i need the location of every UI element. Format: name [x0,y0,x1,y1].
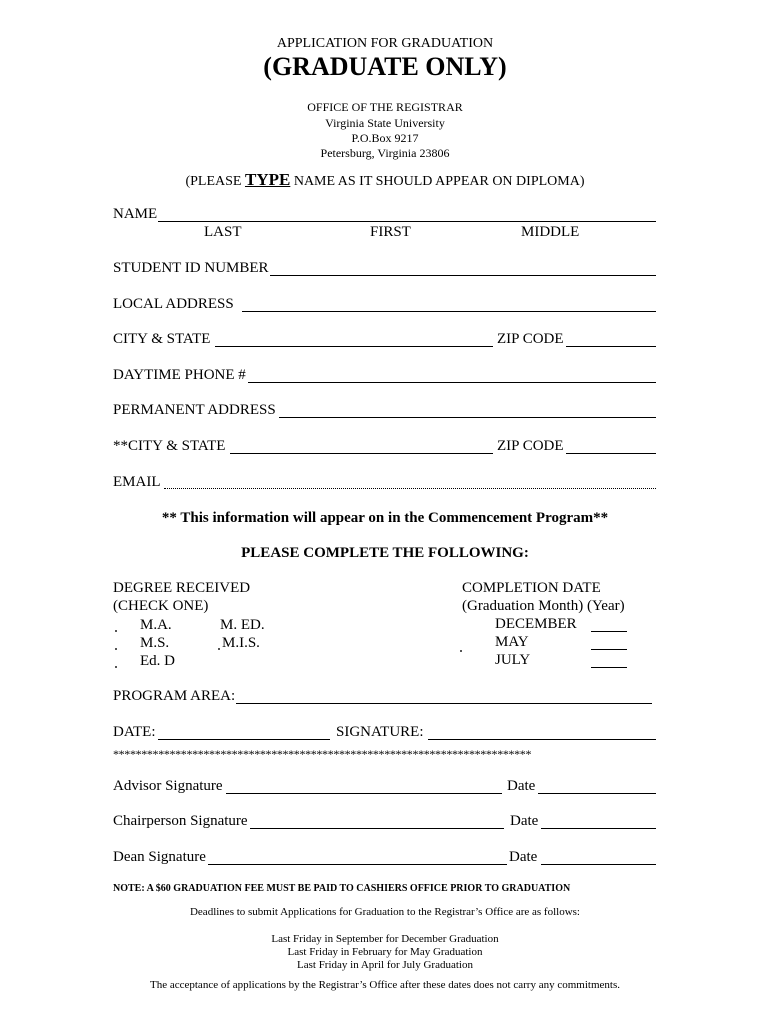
option-ma: M.A. [140,617,172,633]
signature-input[interactable] [428,739,656,740]
signature-label: SIGNATURE: [336,724,424,740]
option-edd: Ed. D [140,653,175,669]
month-december: DECEMBER [495,616,577,632]
chairperson-date-input[interactable] [541,828,656,829]
fee-note: NOTE: A $60 GRADUATION FEE MUST BE PAID TO CASHIERS OFFICE PRIOR TO GRADUATION [113,883,571,894]
city-state-label: CITY & STATE [113,331,211,347]
po-box: P.O.Box 9217 [351,131,419,145]
chairperson-signature-input[interactable] [250,828,504,829]
option-mis: M.I.S. [222,635,260,651]
deadline-december: Last Friday in September for December Graduation [271,933,499,945]
perm-city-state-input[interactable] [230,453,493,454]
last-label: LAST [204,224,242,240]
complete-heading: PLEASE COMPLETE THE FOLLOWING: [241,545,529,561]
city-state-input[interactable] [215,346,493,347]
perm-zip-code-input[interactable] [566,453,656,454]
date-label: DATE: [113,724,156,740]
deadline-july: Last Friday in April for July Graduation [297,959,473,971]
zip-code-input[interactable] [566,346,656,347]
checkbox-mis[interactable] [218,648,220,650]
year-may-input[interactable] [591,649,627,650]
daytime-phone-input[interactable] [248,382,656,383]
year-december-input[interactable] [591,631,627,632]
type-instruction [0,170,770,190]
instruction-emphasis: TYPE [244,170,291,189]
advisor-signature-label: Advisor Signature [113,778,223,794]
program-area-input[interactable] [236,703,652,704]
degree-heading: DEGREE RECEIVED [113,580,251,596]
date-input[interactable] [158,739,330,740]
option-med: M. ED. [220,617,265,633]
middle-label: MIDDLE [521,224,580,240]
advisor-signature-input[interactable] [226,793,502,794]
permanent-address-input[interactable] [279,417,656,418]
name-label: NAME [113,206,158,222]
perm-city-state-label: **CITY & STATE [113,438,226,454]
dean-signature-label: Dean Signature [113,849,206,865]
perm-zip-code-label: ZIP CODE [497,438,564,454]
local-address-label: LOCAL ADDRESS [113,296,234,312]
instruction-suffix: NAME AS IT SHOULD APPEAR ON DIPLOMA) [290,174,585,189]
deadline-may: Last Friday in February for May Graduation [287,946,483,958]
check-one-label: (CHECK ONE) [113,598,209,614]
advisor-date-label: Date [507,778,536,794]
checkbox-ms[interactable] [115,648,117,650]
dean-date-label: Date [509,849,538,865]
asterisk-separator: ************************************************************************** [113,747,532,761]
name-input[interactable] [158,221,656,222]
instruction-prefix: (PLEASE [185,174,245,189]
option-ms: M.S. [140,635,170,651]
deadlines-intro: Deadlines to submit Applications for Graduation to the Registrar’s Office are as follows: [189,906,580,918]
chairperson-signature-label: Chairperson Signature [113,813,248,829]
commencement-note: ** This information will appear on in the Commencement Program** [161,510,609,526]
month-may: MAY [495,634,529,650]
checkbox-may[interactable] [460,650,462,652]
first-label: FIRST [370,224,411,240]
local-address-input[interactable] [242,311,656,312]
student-id-label: STUDENT ID NUMBER [113,260,269,276]
office-name: OFFICE OF THE REGISTRAR [307,100,463,114]
completion-heading: COMPLETION DATE [462,580,601,596]
year-july-input[interactable] [591,667,627,668]
email-input[interactable] [164,488,656,489]
city-address: Petersburg, Virginia 23806 [320,146,450,160]
email-label: EMAIL [113,474,161,490]
permanent-address-label: PERMANENT ADDRESS [113,402,276,418]
month-july: JULY [495,652,531,668]
daytime-phone-label: DAYTIME PHONE # [113,367,246,383]
program-area-label: PROGRAM AREA: [113,688,236,704]
form-title: APPLICATION FOR GRADUATION [276,36,494,51]
form-subtitle: (GRADUATE ONLY) [263,52,507,81]
dean-signature-input[interactable] [208,864,507,865]
advisor-date-input[interactable] [538,793,656,794]
dean-date-input[interactable] [541,864,656,865]
zip-code-label: ZIP CODE [497,331,564,347]
student-id-input[interactable] [270,275,656,276]
acceptance-note: The acceptance of applications by the Registrar’s Office after these dates does not carry any commitments. [150,979,620,991]
checkbox-edd[interactable] [115,666,117,668]
university-name: Virginia State University [325,116,445,130]
checkbox-ma[interactable] [115,630,117,632]
completion-subheading: (Graduation Month) (Year) [462,598,625,614]
chairperson-date-label: Date [510,813,539,829]
